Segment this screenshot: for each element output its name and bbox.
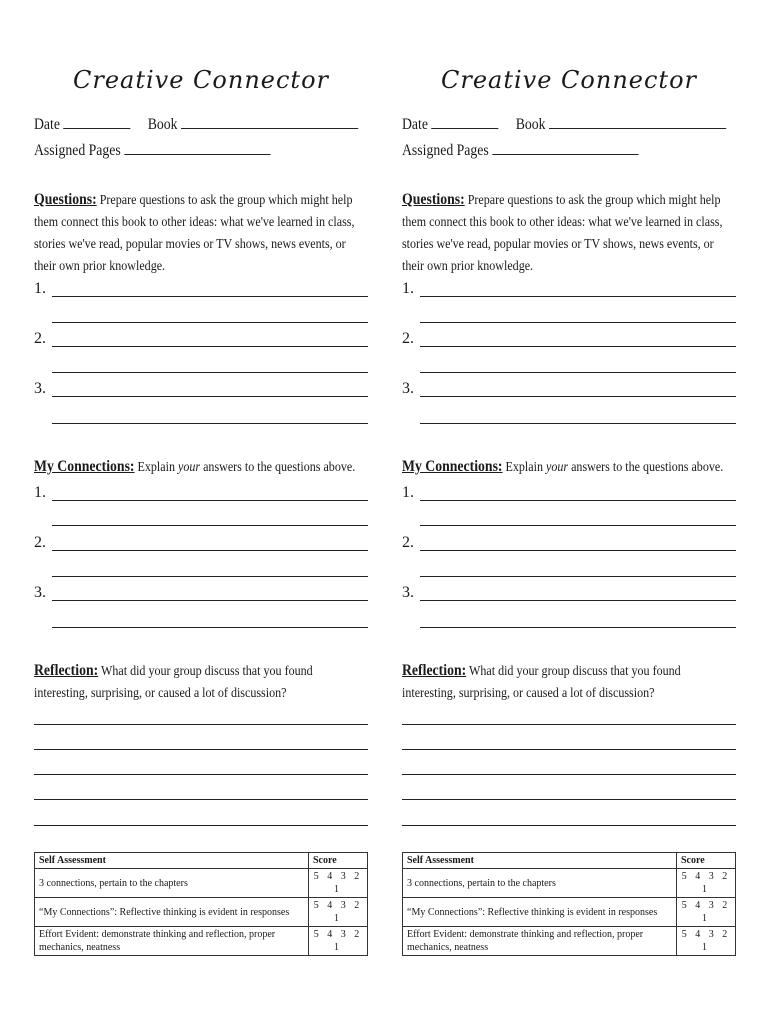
book-label: Book [147, 116, 178, 133]
connection-1-line-2[interactable] [52, 525, 368, 526]
reflection-line[interactable] [402, 749, 736, 750]
date-label: Date [402, 116, 428, 133]
connections-prompt [34, 456, 368, 479]
questions-prompt [402, 189, 736, 278]
reflection-line[interactable] [34, 799, 368, 800]
question-number: 1. [34, 280, 46, 297]
connection-2-line[interactable] [52, 550, 368, 551]
score-cell[interactable]: 5 4 3 2 1 [309, 898, 368, 927]
criterion-cell: “My Connections”: Reflective thinking is evident in responses [403, 898, 677, 927]
connection-2-line-2[interactable] [52, 576, 368, 577]
connection-number: 3. [34, 584, 46, 601]
reflection-line[interactable] [34, 749, 368, 750]
self-assessment-header: Self Assessment [403, 853, 677, 869]
reflection-line[interactable] [402, 724, 736, 725]
reflection-prompt [402, 660, 736, 705]
connections-prompt [402, 456, 736, 479]
reflection-prompt [34, 660, 368, 705]
reflection-heading: Reflection: [34, 662, 99, 679]
connection-number: 2. [34, 534, 46, 551]
connection-2-line-2[interactable] [420, 576, 736, 577]
criterion-cell: Effort Evident: demonstrate thinking and reflection, proper mechanics, neatness [403, 927, 677, 956]
question-3-line[interactable] [420, 396, 736, 397]
score-cell[interactable]: 5 4 3 2 1 [677, 927, 736, 956]
connections-prompt-after: answers to the questions above. [203, 460, 356, 475]
questions-prompt-text: Prepare questions to ask the group which might help them connect this book to other ideas: what we've learned in class, stories we've read, popular movies or TV shows, news events, or their own prior knowledge. [34, 193, 355, 274]
table-row [403, 869, 736, 898]
table-row [403, 927, 736, 956]
reflection-line[interactable] [34, 724, 368, 725]
table-row [35, 869, 368, 898]
question-2-line-2[interactable] [420, 372, 736, 373]
connections-heading: My Connections: [34, 458, 135, 475]
score-cell[interactable]: 5 4 3 2 1 [309, 869, 368, 898]
score-cell[interactable]: 5 4 3 2 1 [677, 869, 736, 898]
question-number: 1. [402, 280, 414, 297]
date-blank[interactable] [431, 114, 498, 129]
question-number: 2. [34, 330, 46, 347]
self-assessment-header: Self Assessment [35, 853, 309, 869]
connection-number: 1. [34, 484, 46, 501]
reflection-line[interactable] [34, 825, 368, 826]
question-number: 3. [34, 380, 46, 397]
date-label: Date [34, 116, 60, 133]
connections-prompt-before: Explain [505, 460, 543, 475]
table-row [35, 927, 368, 956]
question-number: 2. [402, 330, 414, 347]
question-1-line-2[interactable] [420, 322, 736, 323]
connections-heading: My Connections: [402, 458, 503, 475]
reflection-line[interactable] [402, 799, 736, 800]
criterion-cell: 3 connections, pertain to the chapters [35, 869, 309, 898]
connection-3-line-2[interactable] [420, 627, 736, 628]
assigned-pages-blank[interactable] [492, 140, 638, 155]
book-blank[interactable] [181, 114, 358, 129]
assigned-pages-row [34, 140, 270, 160]
connection-1-line[interactable] [420, 500, 736, 501]
question-1-line[interactable] [420, 296, 736, 297]
connection-2-line[interactable] [420, 550, 736, 551]
reflection-line[interactable] [402, 774, 736, 775]
score-header: Score [309, 853, 368, 869]
connection-3-line[interactable] [52, 600, 368, 601]
table-row [35, 898, 368, 927]
question-3-line[interactable] [52, 396, 368, 397]
reflection-prompt-text: What did your group discuss that you found interesting, surprising, or caused a lot of discussion? [402, 664, 681, 701]
reflection-line[interactable] [402, 825, 736, 826]
worksheet-left [34, 0, 368, 1024]
assigned-pages-label: Assigned Pages [34, 142, 121, 159]
connection-1-line-2[interactable] [420, 525, 736, 526]
date-blank[interactable] [63, 114, 130, 129]
criterion-cell: 3 connections, pertain to the chapters [403, 869, 677, 898]
score-cell[interactable]: 5 4 3 2 1 [677, 898, 736, 927]
assigned-pages-row [402, 140, 638, 160]
question-1-line[interactable] [52, 296, 368, 297]
table-header-row [35, 853, 368, 869]
worksheet-right [402, 0, 736, 1024]
connection-number: 2. [402, 534, 414, 551]
score-cell[interactable]: 5 4 3 2 1 [309, 927, 368, 956]
connection-number: 1. [402, 484, 414, 501]
question-2-line[interactable] [420, 346, 736, 347]
reflection-prompt-text: What did your group discuss that you found interesting, surprising, or caused a lot of discussion? [34, 664, 313, 701]
book-label: Book [515, 116, 546, 133]
table-row [403, 898, 736, 927]
reflection-heading: Reflection: [402, 662, 467, 679]
questions-prompt [34, 189, 368, 278]
question-number: 3. [402, 380, 414, 397]
questions-prompt-text: Prepare questions to ask the group which might help them connect this book to other ideas: what we've learned in class, stories we've read, popular movies or TV shows, news events, or their own prior knowledge. [402, 193, 723, 274]
worksheet-title: Creative Connector [441, 66, 697, 94]
question-3-line-2[interactable] [420, 423, 736, 424]
connection-1-line[interactable] [52, 500, 368, 501]
connections-prompt-emphasis: your [545, 460, 569, 475]
date-book-row [402, 114, 726, 134]
connection-3-line[interactable] [420, 600, 736, 601]
question-2-line[interactable] [52, 346, 368, 347]
self-assessment-table [402, 852, 736, 956]
assigned-pages-label: Assigned Pages [402, 142, 489, 159]
date-book-row [34, 114, 358, 134]
worksheet-title: Creative Connector [73, 66, 329, 94]
assigned-pages-blank[interactable] [124, 140, 270, 155]
question-3-line-2[interactable] [52, 423, 368, 424]
criterion-cell: Effort Evident: demonstrate thinking and reflection, proper mechanics, neatness [35, 927, 309, 956]
score-header: Score [677, 853, 736, 869]
questions-heading: Questions: [402, 191, 465, 208]
self-assessment-table [34, 852, 368, 956]
connections-prompt-emphasis: your [177, 460, 201, 475]
connection-3-line-2[interactable] [52, 627, 368, 628]
connections-prompt-after: answers to the questions above. [571, 460, 724, 475]
criterion-cell: “My Connections”: Reflective thinking is evident in responses [35, 898, 309, 927]
connections-prompt-before: Explain [137, 460, 175, 475]
question-2-line-2[interactable] [52, 372, 368, 373]
table-header-row [403, 853, 736, 869]
question-1-line-2[interactable] [52, 322, 368, 323]
book-blank[interactable] [549, 114, 726, 129]
reflection-line[interactable] [34, 774, 368, 775]
questions-heading: Questions: [34, 191, 97, 208]
connection-number: 3. [402, 584, 414, 601]
